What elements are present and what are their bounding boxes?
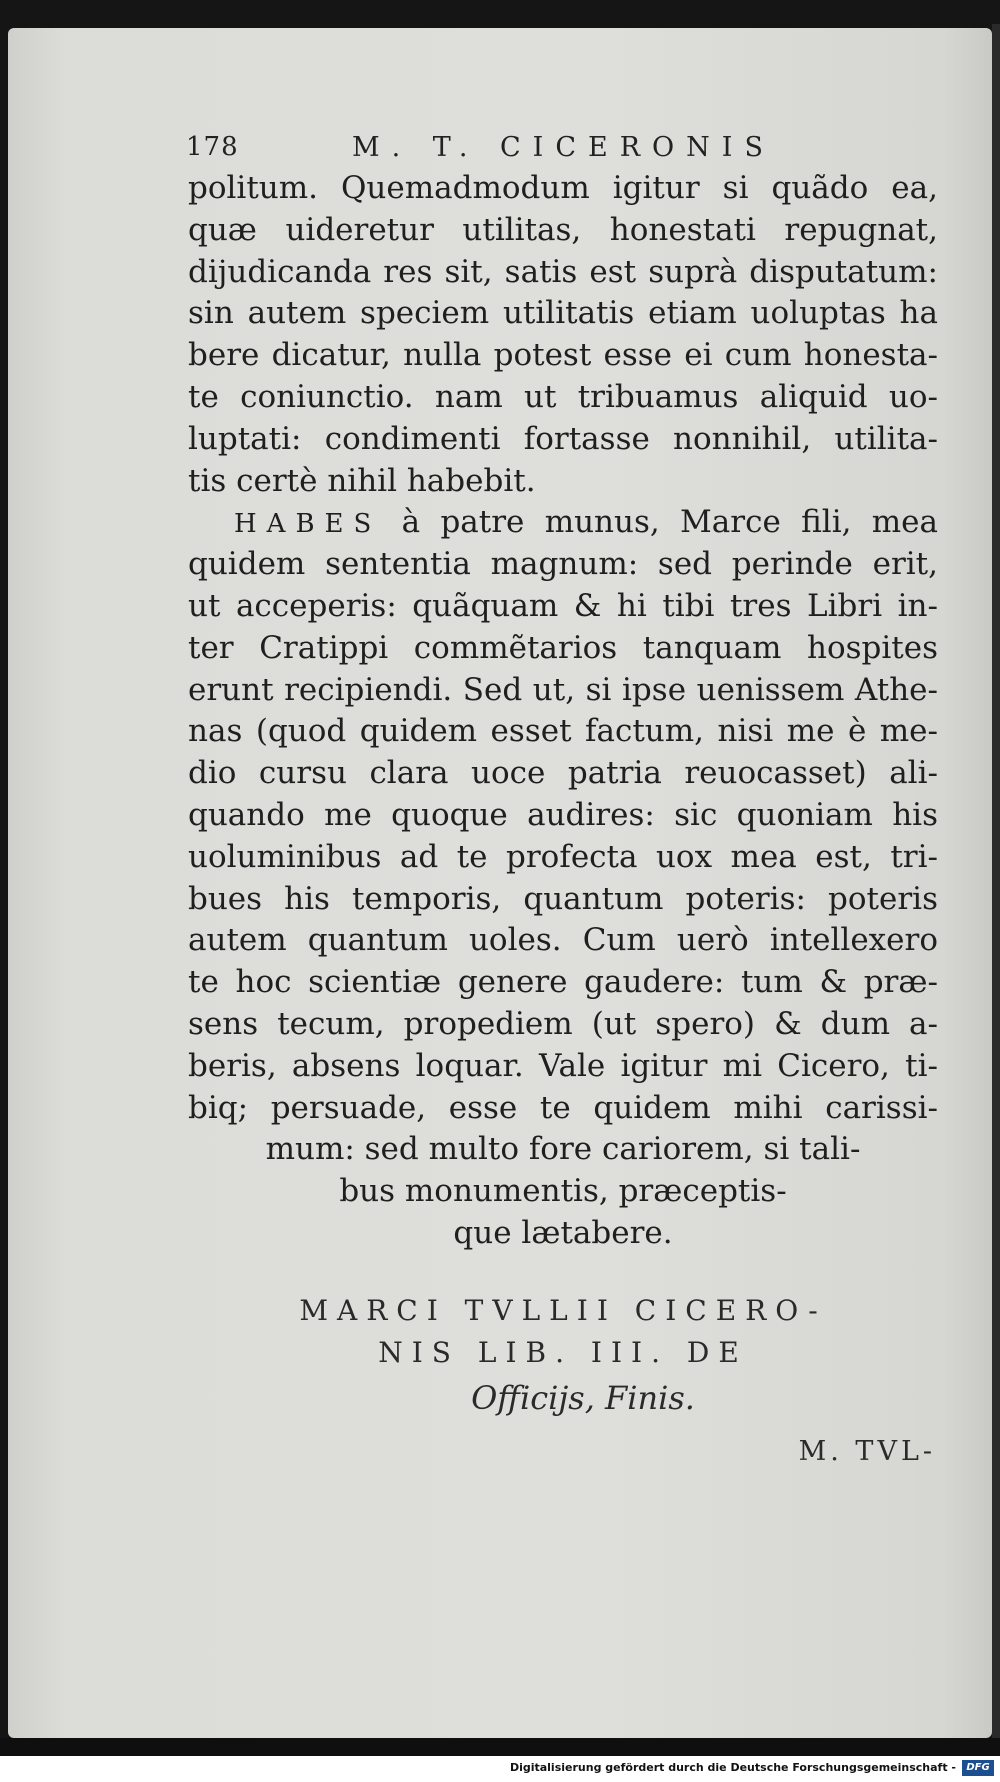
text-line: te coniunctio. nam ut tribuamus aliquid uo- — [188, 378, 938, 415]
page-number: 178 — [186, 132, 239, 162]
colophon-italic-line: Officijs, Finis. — [471, 1379, 695, 1417]
scan-bottom-band — [0, 1738, 1000, 1756]
text-line: quando me quoque audires: sic quoniam his — [188, 796, 938, 833]
opening-line-rest: à patre munus, Marce fili, mea — [381, 504, 938, 541]
text-line: dijudicanda res sit, satis est suprà disputatum: — [188, 253, 938, 290]
text-line: sens tecum, propediem (ut spero) & dum a- — [188, 1005, 938, 1042]
colophon-line: MARCI TVLLII CICERO- — [299, 1294, 827, 1327]
text-line: politum. Quemadmodum igitur si quãdo ea, — [188, 170, 938, 206]
running-head: M. T. CICERONIS — [352, 132, 775, 163]
text-line: ter Cratippi commẽtarios tanquam hospites — [188, 629, 938, 666]
text-line: bere dicatur, nulla potest esse ei cum honesta- — [188, 337, 938, 374]
opening-word: HABES — [234, 509, 382, 540]
text-line: luptati: condimenti fortasse nonnihil, utilita- — [188, 420, 938, 457]
digitization-footer — [0, 1756, 1000, 1782]
text-line: biq; persuade, esse te quidem mihi carissi- — [188, 1089, 938, 1126]
catchword: M. TVL- — [798, 1436, 936, 1467]
text-line: quidem sententia magnum: sed perinde erit, — [188, 546, 938, 583]
tapered-line: mum: sed multo fore cariorem, si tali- — [265, 1131, 861, 1168]
text-line: te hoc scientiæ genere gaudere: tum & præ- — [188, 964, 938, 1001]
body-text — [188, 168, 938, 1255]
text-line: uoluminibus ad te profecta uox mea est, tri- — [188, 838, 938, 875]
paragraph-opening-line — [188, 502, 938, 544]
page-header — [186, 132, 806, 172]
footer-credit: Digitalisierung gefördert durch die Deutsche Forschungsgemeinschaft - — [509, 1761, 956, 1774]
tapered-line: que lætabere. — [453, 1214, 673, 1251]
text-line: nas (quod quidem esset factum, nisi me è me- — [188, 713, 938, 750]
text-line: tis certè nihil habebit. — [188, 462, 536, 499]
text-line: autem quantum uoles. Cum uerò intellexero — [188, 922, 938, 959]
page-edge — [992, 24, 1000, 1740]
tapered-line: bus monumentis, præceptis- — [339, 1173, 787, 1210]
text-line: quæ uideretur utilitas, honestati repugnat, — [188, 211, 938, 248]
text-line: beris, absens loquar. Vale igitur mi Cicero, ti- — [188, 1047, 938, 1084]
text-line: sin autem speciem utilitatis etiam uoluptas ha — [188, 295, 938, 332]
text-line: bues his temporis, quantum poteris: poteris — [188, 880, 938, 917]
text-line: erunt recipiendi. Sed ut, si ipse uenissem Athe- — [188, 671, 938, 708]
colophon-line: NIS LIB. III. DE — [378, 1336, 748, 1369]
text-line: dio cursu clara uoce patria reuocasset) ali- — [188, 755, 938, 792]
dfg-logo-icon: DFG — [962, 1760, 994, 1776]
text-line: ut acceperis: quãquam & hi tibi tres Libri in- — [188, 587, 938, 624]
colophon — [188, 1290, 938, 1422]
